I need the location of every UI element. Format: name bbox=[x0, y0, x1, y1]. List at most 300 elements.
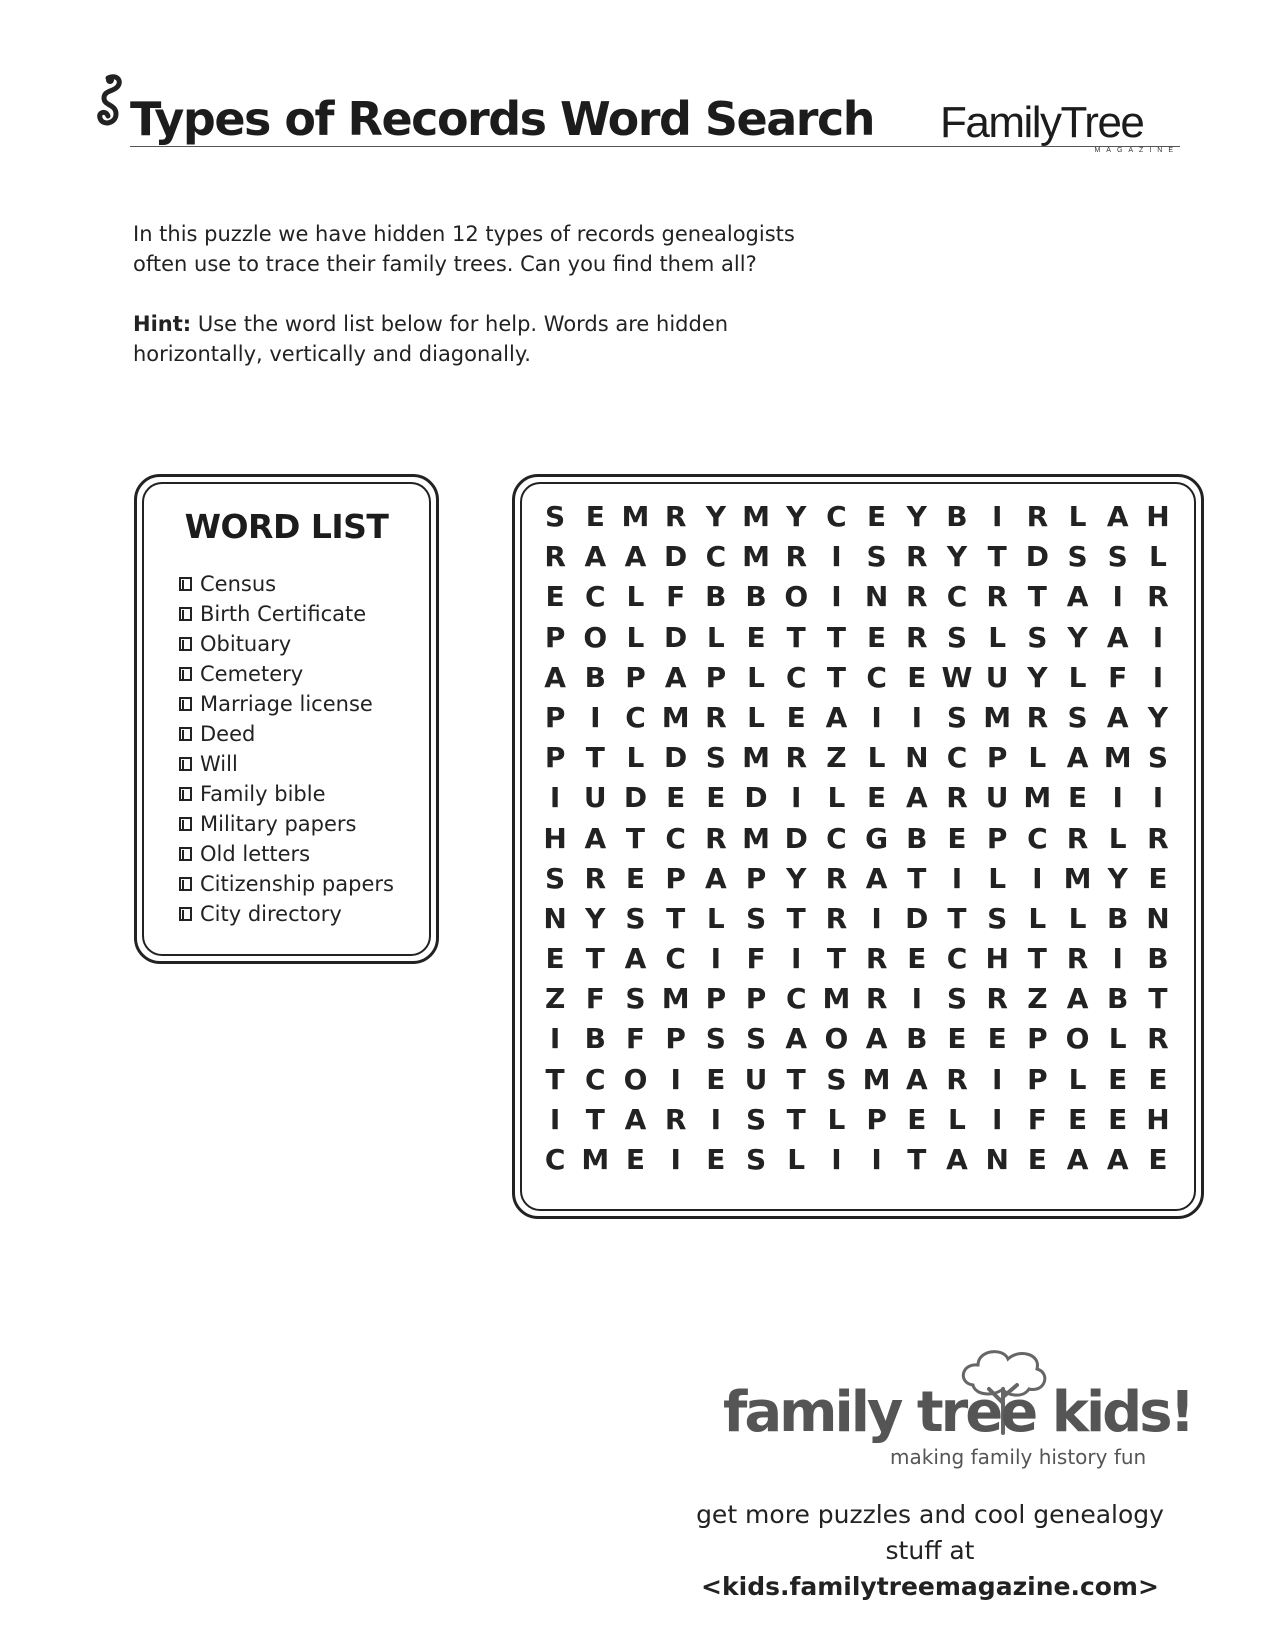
grid-letter[interactable]: E bbox=[987, 1022, 1007, 1056]
grid-letter[interactable]: T bbox=[585, 741, 605, 775]
grid-letter[interactable]: E bbox=[1148, 1143, 1168, 1176]
grid-letter[interactable]: R bbox=[664, 500, 687, 533]
grid-letter[interactable]: E bbox=[907, 1102, 927, 1136]
grid-letter[interactable]: A bbox=[705, 861, 727, 895]
grid-letter[interactable]: R bbox=[785, 540, 807, 574]
grid-letter[interactable]: E bbox=[666, 781, 686, 815]
grid-letter[interactable]: I bbox=[831, 540, 842, 574]
grid-letter[interactable]: A bbox=[905, 1062, 928, 1096]
grid-letter[interactable]: S bbox=[946, 700, 968, 734]
grid-letter[interactable]: P bbox=[705, 660, 727, 694]
grid-letter[interactable]: T bbox=[585, 942, 605, 976]
grid-letter[interactable]: S bbox=[625, 982, 646, 1016]
grid-letter[interactable]: R bbox=[906, 540, 928, 574]
grid-letter[interactable]: S bbox=[705, 1022, 726, 1056]
grid-letter[interactable]: T bbox=[786, 901, 806, 935]
grid-letter[interactable]: R bbox=[865, 982, 888, 1016]
grid-row bbox=[535, 658, 1178, 698]
checkbox-icon[interactable] bbox=[179, 847, 192, 861]
grid-letter[interactable]: S bbox=[1067, 700, 1088, 734]
grid-letter[interactable]: Y bbox=[946, 540, 968, 574]
grid-letter[interactable]: Z bbox=[544, 982, 566, 1016]
grid-letter[interactable]: E bbox=[706, 1143, 726, 1176]
grid-letter[interactable]: D bbox=[623, 781, 648, 815]
grid-letter[interactable]: R bbox=[705, 821, 727, 855]
grid-letter[interactable]: I bbox=[791, 781, 802, 815]
grid-letter[interactable]: E bbox=[907, 942, 927, 976]
grid-letter[interactable]: W bbox=[941, 660, 973, 694]
grid-letter[interactable]: S bbox=[1147, 741, 1168, 775]
grid-letter[interactable]: O bbox=[824, 1022, 849, 1056]
grid-letter[interactable]: O bbox=[583, 620, 608, 654]
grid-letter[interactable]: S bbox=[745, 1143, 767, 1176]
grid-letter[interactable]: S bbox=[826, 1062, 847, 1096]
promo-url-link[interactable]: <kids.familytreemagazine.com> bbox=[701, 1572, 1159, 1601]
grid-letter[interactable]: R bbox=[906, 620, 928, 654]
grid-letter[interactable]: L bbox=[867, 741, 886, 775]
grid-letter[interactable]: Z bbox=[826, 741, 847, 775]
grid-row bbox=[535, 577, 1178, 617]
word-list-item-label: Census bbox=[200, 572, 277, 596]
grid-letter[interactable]: I bbox=[911, 700, 922, 734]
grid-letter[interactable]: C bbox=[866, 660, 887, 694]
checkbox-icon[interactable] bbox=[179, 907, 192, 921]
grid-letter[interactable]: F bbox=[666, 580, 686, 614]
grid-letter[interactable]: O bbox=[623, 1062, 648, 1096]
grid-letter[interactable]: E bbox=[1067, 1102, 1088, 1136]
grid-letter[interactable]: L bbox=[706, 620, 725, 654]
grid-letter[interactable]: L bbox=[1108, 1022, 1127, 1056]
grid-letter[interactable]: Y bbox=[1027, 660, 1048, 694]
grid-letter[interactable]: L bbox=[827, 781, 846, 815]
grid-letter[interactable]: C bbox=[826, 500, 847, 533]
grid-letter[interactable]: B bbox=[946, 500, 968, 533]
grid-letter[interactable]: I bbox=[1152, 781, 1164, 815]
grid-letter[interactable]: L bbox=[1028, 741, 1047, 775]
grid-letter[interactable]: I bbox=[1152, 660, 1164, 694]
grid-letter[interactable]: M bbox=[661, 982, 690, 1016]
grid-letter[interactable]: M bbox=[661, 700, 690, 734]
checkbox-icon[interactable] bbox=[179, 577, 192, 591]
grid-letter[interactable]: E bbox=[907, 660, 927, 694]
grid-letter[interactable]: S bbox=[1027, 620, 1048, 654]
grid-letter[interactable]: E bbox=[1108, 1062, 1128, 1096]
grid-letter[interactable]: L bbox=[747, 660, 765, 694]
grid-letter[interactable]: S bbox=[745, 901, 767, 935]
grid-letter[interactable]: R bbox=[1147, 821, 1169, 855]
grid-letter[interactable]: A bbox=[1106, 700, 1129, 734]
grid-letter[interactable]: M bbox=[742, 741, 770, 775]
grid-letter[interactable]: B bbox=[745, 580, 767, 614]
checkbox-icon[interactable] bbox=[179, 787, 192, 801]
grid-letter[interactable]: R bbox=[785, 741, 807, 775]
grid-letter[interactable]: E bbox=[585, 500, 605, 533]
grid-letter[interactable]: C bbox=[946, 942, 968, 976]
grid-letter[interactable]: M bbox=[1103, 741, 1132, 775]
checkbox-icon[interactable] bbox=[179, 607, 192, 621]
grid-letter[interactable]: B bbox=[906, 821, 928, 855]
grid-letter[interactable]: P bbox=[866, 1102, 887, 1136]
grid-letter[interactable]: A bbox=[544, 660, 566, 694]
page-title: Types of Records Word Search bbox=[130, 92, 874, 146]
grid-letter[interactable]: D bbox=[664, 620, 688, 654]
grid-letter[interactable]: L bbox=[1148, 540, 1167, 574]
grid-letter[interactable]: M bbox=[1023, 781, 1052, 815]
checkbox-icon[interactable] bbox=[179, 817, 192, 831]
grid-letter[interactable]: H bbox=[1146, 1102, 1170, 1136]
grid-letter[interactable]: N bbox=[543, 901, 567, 935]
grid-letter[interactable]: C bbox=[946, 741, 968, 775]
grid-letter[interactable]: R bbox=[865, 942, 888, 976]
word-list-item-label: Birth Certificate bbox=[200, 602, 367, 626]
grid-letter[interactable]: N bbox=[985, 1143, 1009, 1176]
grid-letter[interactable]: M bbox=[822, 982, 851, 1016]
grid-letter[interactable]: R bbox=[1147, 1022, 1169, 1056]
grid-letter[interactable]: E bbox=[947, 1022, 967, 1056]
hint-label: Hint: bbox=[133, 312, 192, 336]
grid-letter[interactable]: L bbox=[948, 1102, 966, 1136]
grid-letter[interactable]: C bbox=[665, 942, 686, 976]
grid-letter[interactable]: A bbox=[1066, 1143, 1089, 1176]
grid-letter[interactable]: D bbox=[905, 901, 929, 935]
grid-letter[interactable]: M bbox=[581, 1143, 610, 1176]
grid-letter[interactable]: R bbox=[1026, 500, 1049, 533]
grid-letter[interactable]: P bbox=[745, 861, 767, 895]
grid-letter[interactable]: B bbox=[584, 660, 606, 694]
grid-letter[interactable]: I bbox=[1112, 580, 1123, 614]
grid-letter[interactable]: R bbox=[584, 861, 607, 895]
grid-letter[interactable]: Y bbox=[1147, 700, 1169, 734]
grid-letter[interactable]: C bbox=[826, 821, 847, 855]
grid-letter[interactable]: A bbox=[1106, 620, 1129, 654]
grid-letter[interactable]: H bbox=[985, 942, 1009, 976]
checkbox-icon[interactable] bbox=[179, 757, 192, 771]
grid-letter[interactable]: T bbox=[826, 660, 846, 694]
grid-letter[interactable]: C bbox=[585, 580, 606, 614]
grid-letter[interactable]: E bbox=[1108, 1102, 1128, 1136]
grid-letter[interactable]: P bbox=[745, 982, 767, 1016]
grid-letter[interactable]: F bbox=[1027, 1102, 1047, 1136]
grid-letter[interactable]: I bbox=[710, 1102, 722, 1136]
checkbox-icon[interactable] bbox=[179, 877, 192, 891]
grid-letter[interactable]: B bbox=[1107, 901, 1129, 935]
grid-letter[interactable]: D bbox=[744, 781, 768, 815]
grid-letter[interactable]: S bbox=[745, 1102, 767, 1136]
grid-letter[interactable]: T bbox=[625, 821, 646, 855]
grid-letter[interactable]: S bbox=[545, 500, 566, 533]
checkbox-icon[interactable] bbox=[179, 667, 192, 681]
grid-letter[interactable]: R bbox=[1066, 821, 1089, 855]
grid-letter[interactable]: A bbox=[1106, 500, 1129, 533]
grid-letter[interactable]: F bbox=[585, 982, 605, 1016]
grid-letter[interactable]: T bbox=[1027, 942, 1047, 976]
grid-letter[interactable]: C bbox=[785, 660, 807, 694]
grid-letter[interactable]: I bbox=[670, 1143, 681, 1176]
grid-letter[interactable]: M bbox=[1063, 861, 1092, 895]
grid-letter[interactable]: L bbox=[626, 620, 645, 654]
grid-letter[interactable]: A bbox=[624, 942, 647, 976]
grid-letter[interactable]: I bbox=[549, 781, 561, 815]
grid-letter[interactable]: I bbox=[670, 1062, 681, 1096]
grid-letter[interactable]: E bbox=[706, 781, 726, 815]
grid-letter[interactable]: L bbox=[1028, 901, 1047, 935]
grid-letter[interactable]: L bbox=[626, 580, 645, 614]
grid-letter[interactable]: R bbox=[1147, 580, 1169, 614]
grid-letter[interactable]: C bbox=[705, 540, 727, 574]
grid-letter[interactable]: S bbox=[745, 1022, 767, 1056]
grid-letter[interactable]: U bbox=[985, 660, 1009, 694]
grid-letter[interactable]: F bbox=[625, 1022, 646, 1056]
grid-letter[interactable]: E bbox=[1148, 1062, 1168, 1096]
grid-letter[interactable]: P bbox=[1027, 1062, 1048, 1096]
grid-letter[interactable]: P bbox=[705, 982, 727, 1016]
grid-letter[interactable]: Y bbox=[786, 500, 807, 533]
grid-letter[interactable]: R bbox=[1026, 700, 1049, 734]
grid-letter[interactable]: I bbox=[871, 700, 882, 734]
grid-letter[interactable]: A bbox=[584, 821, 607, 855]
grid-letter[interactable]: O bbox=[784, 580, 809, 614]
grid-letter[interactable]: R bbox=[946, 781, 968, 815]
grid-letter[interactable]: T bbox=[1148, 982, 1168, 1016]
grid-letter[interactable]: R bbox=[986, 580, 1008, 614]
grid-letter[interactable]: I bbox=[791, 942, 802, 976]
grid-letter[interactable]: C bbox=[1027, 821, 1048, 855]
grid-letter[interactable]: Y bbox=[705, 500, 726, 533]
grid-letter[interactable]: U bbox=[985, 781, 1009, 815]
grid-letter[interactable]: E bbox=[1067, 781, 1088, 815]
grid-letter[interactable]: A bbox=[584, 540, 607, 574]
grid-letter[interactable]: F bbox=[746, 942, 766, 976]
grid-letter[interactable]: R bbox=[825, 901, 848, 935]
grid-letter[interactable]: A bbox=[865, 1022, 888, 1056]
grid-letter[interactable]: M bbox=[742, 500, 770, 533]
grid-letter[interactable]: I bbox=[710, 942, 722, 976]
grid-letter[interactable]: S bbox=[866, 540, 887, 574]
grid-letter[interactable]: P bbox=[665, 861, 686, 895]
grid-letter[interactable]: D bbox=[664, 540, 688, 574]
grid-letter[interactable]: L bbox=[706, 901, 725, 935]
grid-letter[interactable]: O bbox=[1065, 1022, 1090, 1056]
grid-letter[interactable]: S bbox=[1067, 540, 1088, 574]
grid-letter[interactable]: R bbox=[705, 700, 727, 734]
grid-letter[interactable]: E bbox=[867, 500, 887, 533]
grid-letter[interactable]: A bbox=[1066, 741, 1089, 775]
grid-letter[interactable]: E bbox=[545, 942, 565, 976]
grid-letter[interactable]: Y bbox=[906, 500, 927, 533]
grid-letter[interactable]: B bbox=[906, 1022, 928, 1056]
grid-letter[interactable]: N bbox=[864, 580, 889, 614]
checkbox-icon[interactable] bbox=[179, 727, 192, 741]
grid-letter[interactable]: T bbox=[545, 1062, 565, 1096]
grid-letter[interactable]: S bbox=[946, 620, 968, 654]
grid-letter[interactable]: E bbox=[1027, 1143, 1047, 1176]
grid-letter[interactable]: P bbox=[665, 1022, 686, 1056]
grid-letter[interactable]: P bbox=[544, 700, 566, 734]
grid-letter[interactable]: R bbox=[986, 982, 1008, 1016]
grid-letter[interactable]: A bbox=[946, 1143, 968, 1176]
grid-letter[interactable]: T bbox=[907, 1143, 927, 1176]
grid-letter[interactable]: I bbox=[991, 500, 1003, 533]
grid-letter[interactable]: P bbox=[544, 620, 566, 654]
grid-letter[interactable]: L bbox=[787, 1143, 806, 1176]
brand-subtitle: MAGAZINE bbox=[1094, 147, 1179, 154]
grid-letter[interactable]: C bbox=[665, 821, 686, 855]
grid-letter[interactable]: C bbox=[585, 1062, 606, 1096]
grid-letter[interactable]: T bbox=[987, 540, 1007, 574]
grid-letter[interactable]: I bbox=[871, 1143, 882, 1176]
grid-letter[interactable]: U bbox=[744, 1062, 768, 1096]
grid-letter[interactable]: A bbox=[905, 781, 928, 815]
grid-letter[interactable]: A bbox=[1066, 982, 1089, 1016]
grid-letter[interactable]: Y bbox=[585, 901, 606, 935]
grid-letter[interactable]: E bbox=[867, 620, 887, 654]
grid-letter[interactable]: E bbox=[706, 1062, 726, 1096]
intro-text: In this puzzle we have hidden 12 types of records genealogists often use to trace their family trees. Can you find them all? bbox=[133, 222, 795, 276]
grid-letter[interactable]: H bbox=[543, 821, 567, 855]
word-list-item-label: Family bible bbox=[200, 782, 326, 806]
grid-letter[interactable]: I bbox=[831, 1143, 842, 1176]
grid-letter[interactable]: R bbox=[946, 1062, 968, 1096]
grid-letter[interactable]: T bbox=[585, 1102, 605, 1136]
grid-letter[interactable]: C bbox=[946, 580, 968, 614]
grid-letter[interactable]: A bbox=[624, 1102, 647, 1136]
grid-letter[interactable]: R bbox=[544, 540, 566, 574]
word-list-item-label: Military papers bbox=[200, 812, 357, 836]
grid-letter[interactable]: I bbox=[871, 901, 882, 935]
grid-letter[interactable]: G bbox=[865, 821, 889, 855]
grid-letter[interactable]: S bbox=[1107, 540, 1128, 574]
grid-letter[interactable]: N bbox=[1146, 901, 1170, 935]
grid-letter[interactable]: A bbox=[825, 700, 848, 734]
grid-letter[interactable]: M bbox=[983, 700, 1012, 734]
grid-letter[interactable]: E bbox=[947, 821, 967, 855]
grid-letter[interactable]: P bbox=[625, 660, 646, 694]
grid-letter[interactable]: R bbox=[664, 1102, 687, 1136]
grid-letter[interactable]: L bbox=[1068, 500, 1087, 533]
grid-letter[interactable]: P bbox=[544, 741, 566, 775]
grid-letter[interactable]: M bbox=[742, 540, 770, 574]
grid-letter[interactable]: E bbox=[786, 700, 806, 734]
grid-letter[interactable]: B bbox=[584, 1022, 606, 1056]
grid-letter[interactable]: L bbox=[988, 861, 1007, 895]
checkbox-icon[interactable] bbox=[179, 637, 192, 651]
grid-letter[interactable]: R bbox=[825, 861, 848, 895]
grid-letter[interactable]: D bbox=[664, 741, 688, 775]
grid-letter[interactable]: E bbox=[545, 580, 565, 614]
grid-letter[interactable]: T bbox=[666, 901, 686, 935]
grid-letter[interactable]: I bbox=[991, 1102, 1003, 1136]
grid-letter[interactable]: R bbox=[906, 580, 928, 614]
grid-letter[interactable]: E bbox=[625, 861, 646, 895]
grid-letter[interactable]: I bbox=[549, 1022, 561, 1056]
grid-letter[interactable]: D bbox=[1025, 540, 1049, 574]
grid-letter[interactable]: I bbox=[1112, 781, 1123, 815]
grid-letter[interactable]: C bbox=[785, 982, 807, 1016]
word-list-item bbox=[179, 809, 394, 839]
grid-letter[interactable]: Y bbox=[1107, 861, 1128, 895]
grid-letter[interactable]: T bbox=[907, 861, 927, 895]
grid-letter[interactable]: S bbox=[705, 741, 726, 775]
grid-letter[interactable]: L bbox=[1108, 821, 1127, 855]
grid-letter[interactable]: A bbox=[1066, 580, 1089, 614]
grid-letter[interactable]: P bbox=[1027, 1022, 1048, 1056]
family-tree-kids-logo bbox=[715, 1345, 1193, 1475]
word-list-item bbox=[179, 689, 394, 719]
checkbox-icon[interactable] bbox=[179, 697, 192, 711]
grid-letter[interactable]: S bbox=[625, 901, 646, 935]
grid-letter[interactable]: I bbox=[1152, 620, 1164, 654]
grid-letter[interactable]: S bbox=[987, 901, 1008, 935]
grid-row bbox=[535, 939, 1178, 979]
grid-letter[interactable]: Y bbox=[1067, 620, 1088, 654]
grid-letter[interactable]: A bbox=[785, 1022, 808, 1056]
grid-letter[interactable]: A bbox=[664, 660, 687, 694]
grid-letter[interactable]: L bbox=[1068, 660, 1087, 694]
grid-letter[interactable]: T bbox=[786, 620, 806, 654]
grid-letter[interactable]: L bbox=[1068, 901, 1087, 935]
grid-letter[interactable]: L bbox=[747, 700, 765, 734]
word-list-item bbox=[179, 839, 394, 869]
grid-letter[interactable]: I bbox=[1112, 942, 1123, 976]
grid-letter[interactable]: A bbox=[624, 540, 647, 574]
grid-letter[interactable]: C bbox=[625, 700, 646, 734]
grid-letter[interactable]: B bbox=[705, 580, 727, 614]
grid-letter[interactable]: I bbox=[590, 700, 601, 734]
grid-letter[interactable]: T bbox=[786, 1062, 806, 1096]
grid-letter[interactable]: I bbox=[831, 580, 842, 614]
grid-letter[interactable]: P bbox=[986, 821, 1008, 855]
grid-letter[interactable]: L bbox=[827, 1102, 846, 1136]
grid-letter[interactable]: M bbox=[742, 821, 770, 855]
grid-letter[interactable]: A bbox=[865, 861, 888, 895]
grid-letter[interactable]: H bbox=[1146, 500, 1170, 533]
grid-letter[interactable]: I bbox=[911, 982, 922, 1016]
grid-letter[interactable]: F bbox=[1108, 660, 1128, 694]
grid-letter[interactable]: Y bbox=[786, 861, 807, 895]
grid-letter[interactable]: D bbox=[784, 821, 808, 855]
grid-letter[interactable]: Z bbox=[1027, 982, 1048, 1016]
grid-letter[interactable]: L bbox=[1068, 1062, 1087, 1096]
grid-letter[interactable]: N bbox=[905, 741, 929, 775]
grid-letter[interactable]: M bbox=[621, 500, 650, 533]
grid-letter[interactable]: E bbox=[625, 1143, 646, 1176]
grid-letter[interactable]: A bbox=[1106, 1143, 1129, 1176]
grid-letter[interactable]: I bbox=[991, 1062, 1003, 1096]
grid-letter[interactable]: C bbox=[544, 1143, 566, 1176]
grid-letter[interactable]: L bbox=[626, 741, 645, 775]
grid-letter[interactable]: B bbox=[1147, 942, 1169, 976]
grid-letter[interactable]: T bbox=[947, 901, 967, 935]
grid-letter[interactable]: B bbox=[1107, 982, 1129, 1016]
grid-letter[interactable]: E bbox=[867, 781, 887, 815]
grid-letter[interactable]: T bbox=[786, 1102, 806, 1136]
grid-letter[interactable]: I bbox=[951, 861, 963, 895]
grid-letter[interactable]: L bbox=[988, 620, 1007, 654]
grid-letter[interactable]: E bbox=[746, 620, 766, 654]
grid-letter[interactable]: M bbox=[862, 1062, 891, 1096]
grid-letter[interactable]: T bbox=[1027, 580, 1047, 614]
grid-letter[interactable]: I bbox=[1032, 861, 1043, 895]
grid-letter[interactable]: S bbox=[545, 861, 566, 895]
grid-letter[interactable]: U bbox=[583, 781, 607, 815]
grid-letter[interactable]: E bbox=[1148, 861, 1168, 895]
grid-letter[interactable]: S bbox=[946, 982, 968, 1016]
grid-letter[interactable]: P bbox=[986, 741, 1008, 775]
grid-letter[interactable]: T bbox=[826, 620, 846, 654]
grid-letter[interactable]: I bbox=[549, 1102, 561, 1136]
grid-letter[interactable]: T bbox=[826, 942, 846, 976]
grid-letter[interactable]: R bbox=[1066, 942, 1089, 976]
